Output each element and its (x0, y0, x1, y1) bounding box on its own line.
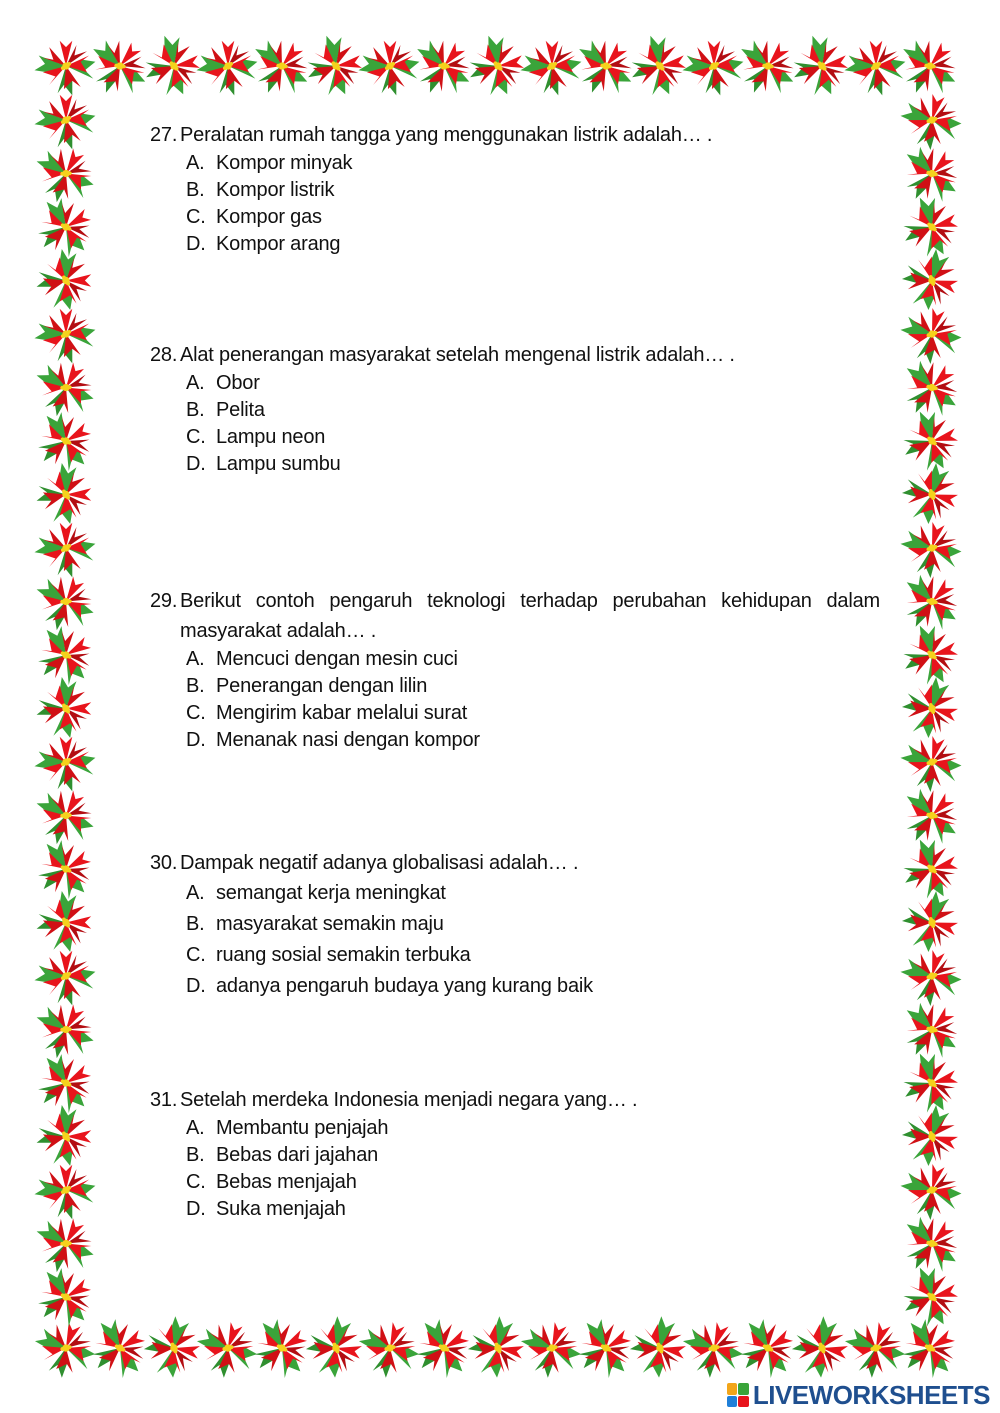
option-d[interactable] (150, 727, 880, 754)
option-text: Kompor listrik (216, 179, 335, 201)
poinsettia-flower-icon (626, 31, 690, 100)
option-text: Penerangan dengan lilin (216, 675, 428, 697)
poinsettia-flower-icon (887, 26, 969, 107)
option-text: Bebas menjajah (216, 1171, 357, 1193)
poinsettia-flower-icon (896, 242, 965, 315)
poinsettia-flower-icon (401, 26, 483, 107)
option-text: Mencuci dengan mesin cuci (216, 648, 458, 670)
poinsettia-flower-icon (35, 523, 96, 578)
poinsettia-flower-icon (563, 26, 645, 107)
poinsettia-flower-icon (521, 41, 582, 96)
poinsettia-flower-icon (197, 41, 258, 96)
answer-options (150, 878, 880, 1002)
poinsettia-flower-icon (37, 463, 92, 524)
option-text: Lampu sumbu (216, 453, 341, 475)
option-letter: D. (186, 729, 206, 751)
poinsettia-flower-icon (37, 891, 92, 952)
poinsettia-flower-icon (788, 1312, 852, 1381)
question-number: 28. (150, 344, 178, 366)
option-a[interactable] (150, 878, 880, 909)
option-d[interactable] (150, 451, 880, 478)
option-letter: D. (186, 975, 206, 997)
poinsettia-flower-icon (845, 41, 906, 96)
option-letter: C. (186, 426, 206, 448)
option-text: ruang sosial semakin terbuka (216, 944, 471, 966)
poinsettia-flower-icon (674, 1314, 750, 1386)
option-letter: B. (186, 913, 205, 935)
poinsettia-flower-icon (895, 618, 964, 691)
poinsettia-flower-icon (895, 190, 964, 263)
option-text: Lampu neon (216, 426, 326, 448)
option-letter: C. (186, 206, 206, 228)
poinsettia-flower-icon (24, 564, 104, 642)
poinsettia-flower-icon (35, 1165, 96, 1220)
option-d[interactable] (150, 231, 880, 258)
option-a[interactable] (150, 150, 880, 177)
option-letter: B. (186, 1144, 205, 1166)
poinsettia-flower-icon (725, 26, 807, 107)
question-number: 27. (150, 124, 178, 146)
option-text: Mengirim kabar melalui surat (216, 702, 468, 724)
liveworksheets-icon (727, 1383, 749, 1407)
poinsettia-flower-icon (25, 1257, 103, 1337)
option-text: Pelita (216, 399, 265, 421)
poinsettia-flower-icon (24, 350, 104, 428)
question-number: 31. (150, 1089, 178, 1111)
poinsettia-flower-icon (895, 832, 964, 905)
option-d[interactable] (150, 971, 880, 1002)
option-text: semangat kerja meningkat (216, 882, 446, 904)
poinsettia-flower-icon (894, 944, 967, 1013)
option-letter: B. (186, 179, 205, 201)
question-text: Alat penerangan masyarakat setelah mengenal listrik adalah… . (180, 344, 735, 366)
poinsettia-flower-icon (895, 1260, 964, 1333)
poinsettia-flower-icon (894, 302, 967, 371)
poinsettia-flower-icon (35, 95, 96, 150)
option-b[interactable] (150, 673, 880, 700)
option-text: Suka menjajah (216, 1198, 346, 1220)
poinsettia-flower-icon (35, 309, 96, 364)
option-a[interactable] (150, 646, 880, 673)
option-letter: C. (186, 944, 206, 966)
logo-text: LIVEWORKSHEETS (752, 1379, 990, 1410)
option-a[interactable] (150, 370, 880, 397)
option-text: adanya pengaruh budaya yang kurang baik (216, 975, 593, 997)
option-letter: B. (186, 675, 205, 697)
option-text: Bebas dari jajahan (216, 1144, 379, 1166)
poinsettia-flower-icon (896, 1098, 965, 1171)
poinsettia-flower-icon (24, 1206, 104, 1284)
option-text: Obor (216, 372, 260, 394)
poinsettia-flower-icon (241, 1308, 319, 1388)
poinsettia-flower-icon (37, 1105, 92, 1166)
option-c[interactable] (150, 424, 880, 451)
poinsettia-flower-icon (683, 41, 744, 96)
option-letter: D. (186, 233, 206, 255)
poinsettia-flower-icon (350, 1314, 426, 1386)
poinsettia-flower-icon (565, 1308, 643, 1388)
question-text: Berikut contoh pengaruh teknologi terhadap perubahan kehidupan dalam masyarakat adalah… . (180, 590, 880, 642)
option-b[interactable] (150, 909, 880, 940)
question-number: 30. (150, 852, 178, 874)
poinsettia-flower-icon (894, 730, 967, 799)
option-text: Membantu penjajah (216, 1117, 389, 1139)
option-d[interactable] (150, 1196, 880, 1223)
option-b[interactable] (150, 177, 880, 204)
poinsettia-flower-icon (24, 136, 104, 214)
poinsettia-flower-icon (896, 884, 965, 957)
option-letter: A. (186, 1117, 205, 1139)
poinsettia-flower-icon (77, 26, 159, 107)
poinsettia-flower-icon (239, 26, 321, 107)
question-31 (150, 1085, 880, 1223)
option-c[interactable] (150, 204, 880, 231)
option-letter: A. (186, 648, 205, 670)
question-text: Peralatan rumah tangga yang menggunakan listrik adalah… . (180, 124, 713, 146)
option-text: masyarakat semakin maju (216, 913, 444, 935)
answer-options (150, 150, 880, 258)
poinsettia-flower-icon (512, 1314, 588, 1386)
poinsettia-flower-icon (35, 951, 96, 1006)
poinsettia-flower-icon (896, 670, 965, 743)
answer-options (150, 646, 880, 754)
option-text: Kompor minyak (216, 152, 353, 174)
poinsettia-flower-icon (895, 404, 964, 477)
poinsettia-flower-icon (727, 1308, 805, 1388)
option-a[interactable] (150, 1115, 880, 1142)
poinsettia-flower-icon (889, 1308, 967, 1388)
option-letter: B. (186, 399, 205, 421)
poinsettia-flower-icon (464, 1312, 528, 1381)
poinsettia-flower-icon (896, 456, 965, 529)
poinsettia-flower-icon (37, 677, 92, 738)
poinsettia-flower-icon (894, 88, 967, 157)
option-c[interactable] (150, 1169, 880, 1196)
poinsettia-flower-icon (836, 1314, 912, 1386)
option-b[interactable] (150, 397, 880, 424)
poinsettia-flower-icon (894, 1158, 967, 1227)
option-c[interactable] (150, 940, 880, 971)
question-text: Dampak negatif adanya globalisasi adalah… . (180, 852, 579, 874)
option-text: Menanak nasi dengan kompor (216, 729, 480, 751)
option-text: Kompor gas (216, 206, 322, 228)
poinsettia-flower-icon (26, 1314, 102, 1386)
poinsettia-flower-icon (788, 31, 852, 100)
option-letter: C. (186, 1171, 206, 1193)
poinsettia-flower-icon (35, 737, 96, 792)
option-letter: C. (186, 702, 206, 724)
poinsettia-flower-icon (464, 31, 528, 100)
question-27 (150, 120, 880, 258)
question-28 (150, 340, 880, 478)
poinsettia-flower-icon (79, 1308, 157, 1388)
option-letter: D. (186, 1198, 206, 1220)
poinsettia-flower-icon (359, 41, 420, 96)
question-number: 29. (150, 590, 178, 612)
poinsettia-flower-icon (140, 31, 204, 100)
poinsettia-flower-icon (35, 41, 96, 96)
answer-options (150, 370, 880, 478)
poinsettia-flower-icon (894, 516, 967, 585)
poinsettia-flower-icon (24, 992, 104, 1070)
option-letter: D. (186, 453, 206, 475)
liveworksheets-logo[interactable] (727, 1380, 990, 1410)
option-letter: A. (186, 882, 205, 904)
option-c[interactable] (150, 700, 880, 727)
answer-options (150, 1115, 880, 1223)
poinsettia-flower-icon (302, 1312, 366, 1381)
poinsettia-flower-icon (895, 1046, 964, 1119)
poinsettia-flower-icon (403, 1308, 481, 1388)
poinsettia-flower-icon (37, 249, 92, 310)
question-text: Setelah merdeka Indonesia menjadi negara yang… . (180, 1089, 638, 1111)
option-letter: A. (186, 152, 205, 174)
poinsettia-flower-icon (188, 1314, 264, 1386)
question-29 (150, 586, 880, 754)
poinsettia-flower-icon (302, 31, 366, 100)
poinsettia-flower-icon (24, 778, 104, 856)
option-letter: A. (186, 372, 205, 394)
poinsettia-flower-icon (140, 1312, 204, 1381)
option-text: Kompor arang (216, 233, 341, 255)
option-b[interactable] (150, 1142, 880, 1169)
question-30 (150, 848, 880, 1002)
poinsettia-flower-icon (626, 1312, 690, 1381)
